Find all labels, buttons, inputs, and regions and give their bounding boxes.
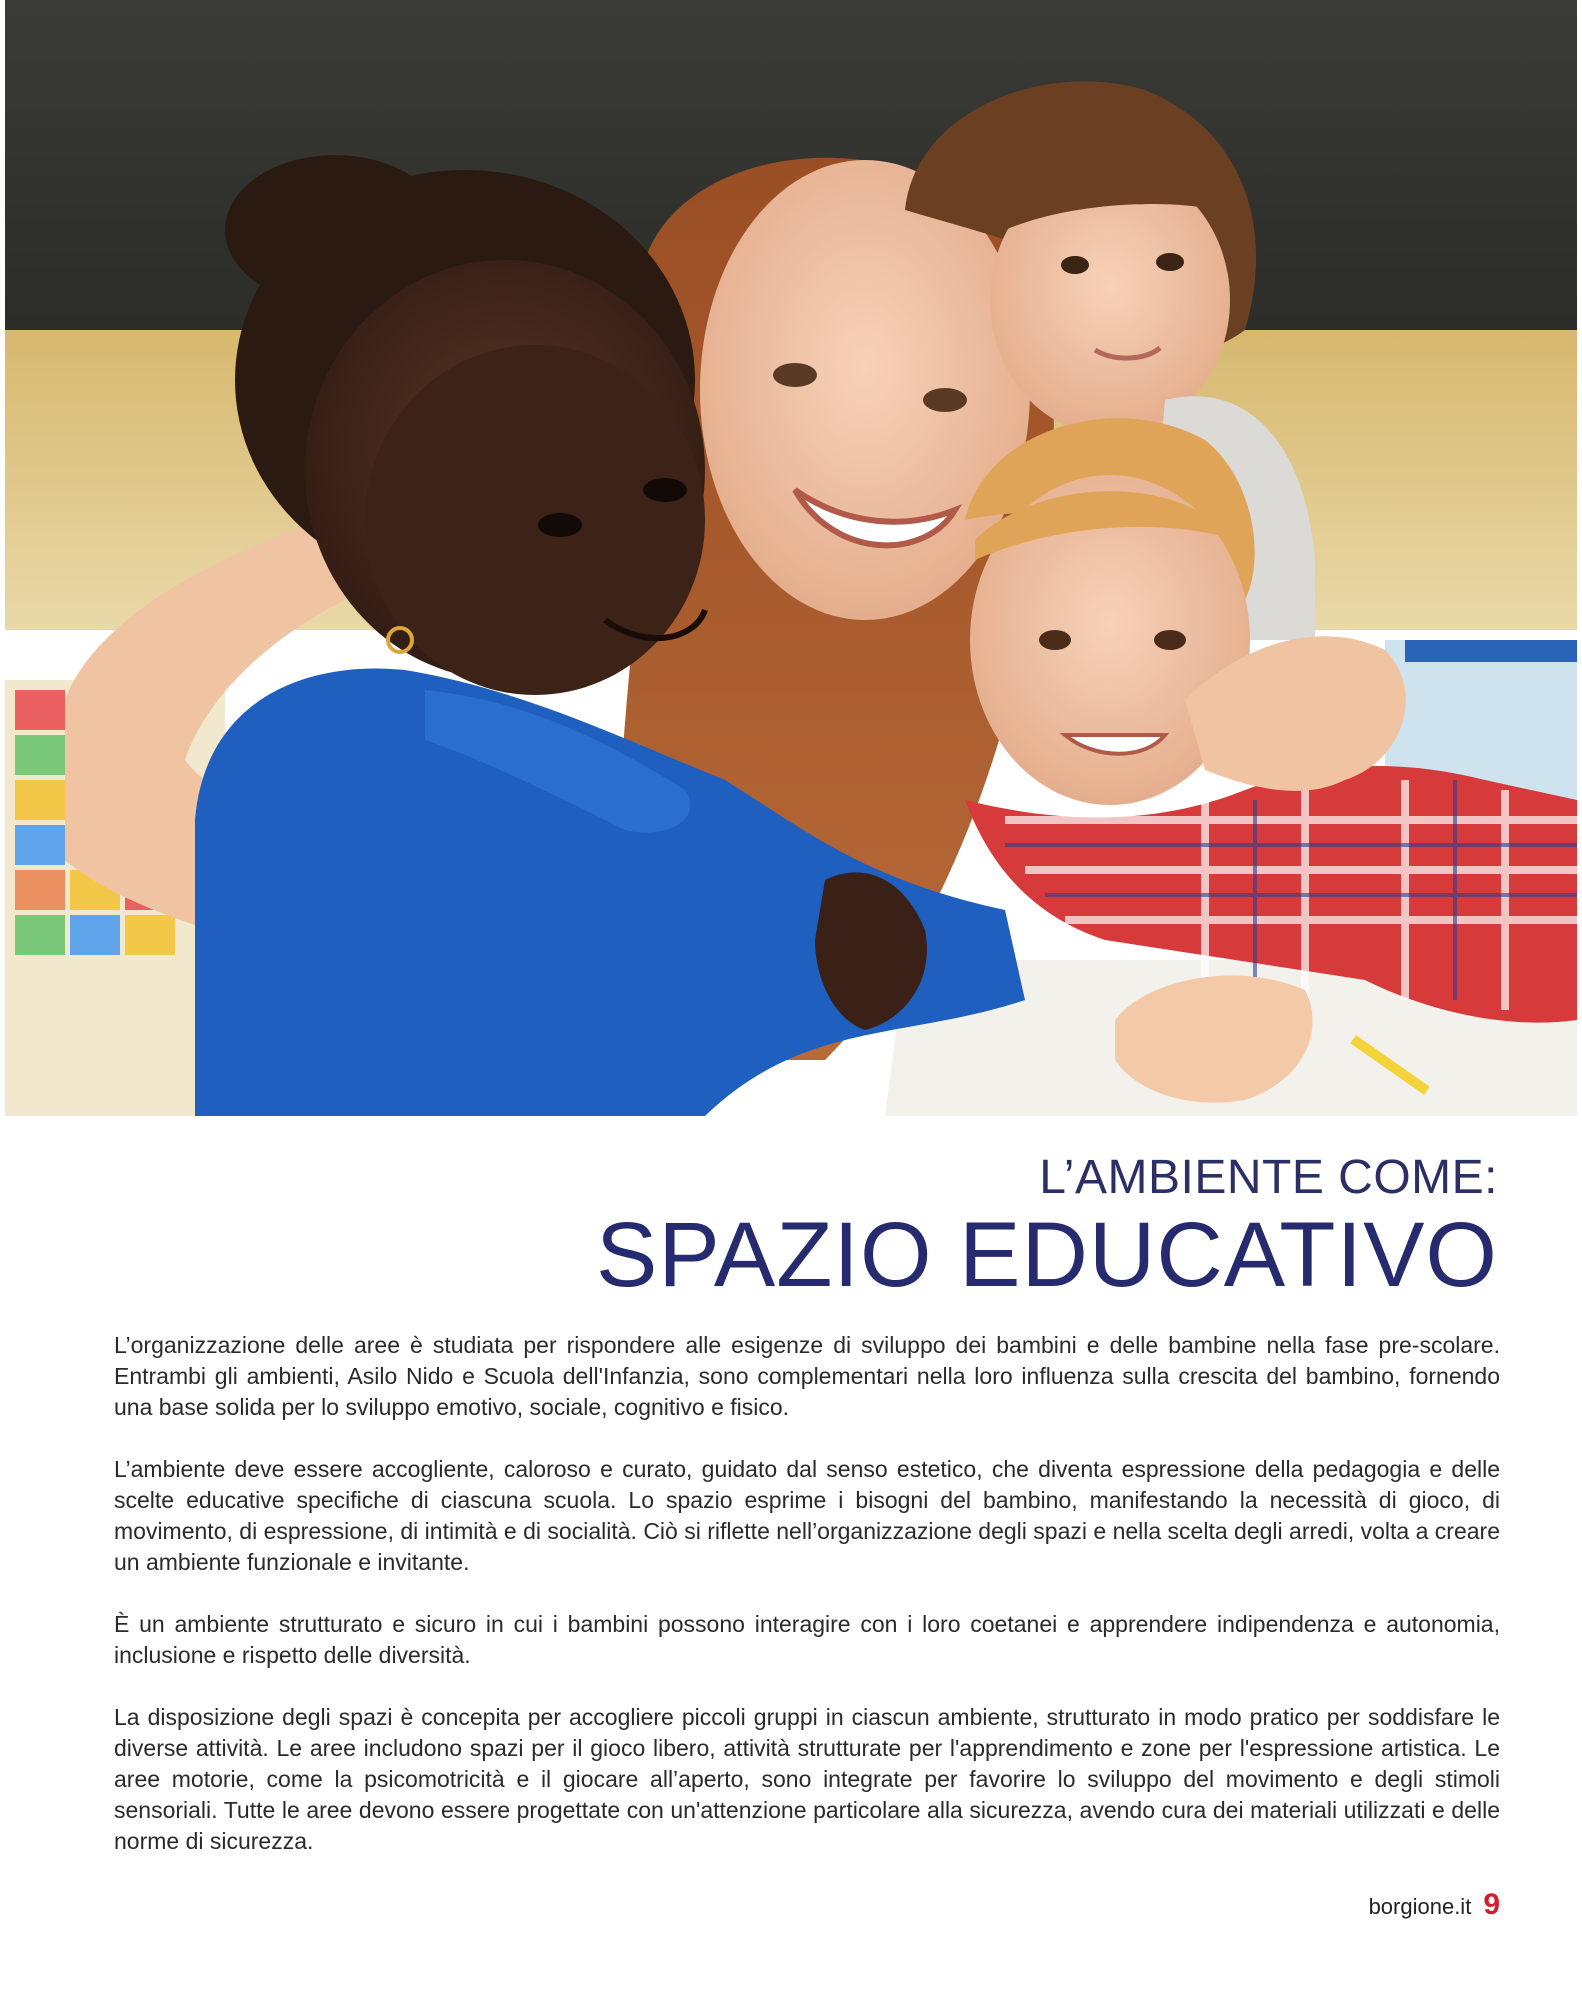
hero-photo: [5, 0, 1577, 1116]
page-footer: [1369, 1888, 1500, 1922]
hero-illustration: [5, 0, 1577, 1116]
heading-kicker: L’AMBIENTE COME:: [1039, 1151, 1498, 1204]
paragraph: È un ambiente strutturato e sicuro in cui i bambini possono interagire con i loro coetanei e apprendere indipendenza e autonomia, inclusione e rispetto delle diversità.: [114, 1611, 1500, 1668]
paragraph: La disposizione degli spazi è concepita per accogliere piccoli gruppi in ciascun ambiente, strutturato in modo pratico per soddisfare le diverse attività. Le aree includono spazi per il gioco libero, attività strutturate per l'apprendimento e zone per l'espressione artistica. Le aree motorie, come la psicomotricità e il giocare all’aperto, sono integrate per favorire lo sviluppo del movimento e degli stimoli sensoriali. Tutte le aree devono essere progettate con un'attenzione particolare alla sicurezza, avendo cura dei materiali utilizzati e delle norme di sicurezza.: [114, 1704, 1500, 1854]
paragraph: L’organizzazione delle aree è studiata per rispondere alle esigenze di sviluppo dei bambini e delle bambine nella fase pre-scolare. Entrambi gli ambienti, Asilo Nido e Scuola dell'Infanzia, sono complementari nella loro influenza sulla crescita del bambino, fornendo una base solida per lo sviluppo emotivo, sociale, cognitivo e fisico.: [114, 1332, 1500, 1420]
body-text: [114, 1330, 1500, 1888]
page-number: 9: [1483, 1888, 1500, 1921]
paragraph: L’ambiente deve essere accogliente, caloroso e curato, guidato dal senso estetico, che diventa espressione della pedagogia e delle scelte educative specifiche di ciascuna scuola. Lo spazio esprime i bisogni del bambino, manifestando la necessità di gioco, di movimento, di espressione, di intimità e di socialità. Ciò si riflette nell’organizzazione degli spazi e nella scelta degli arredi, volta a creare un ambiente funzionale e invitante.: [114, 1456, 1500, 1575]
footer-website: borgione.it: [1368, 1894, 1472, 1919]
page-title: SPAZIO EDUCATIVO: [595, 1204, 1498, 1306]
